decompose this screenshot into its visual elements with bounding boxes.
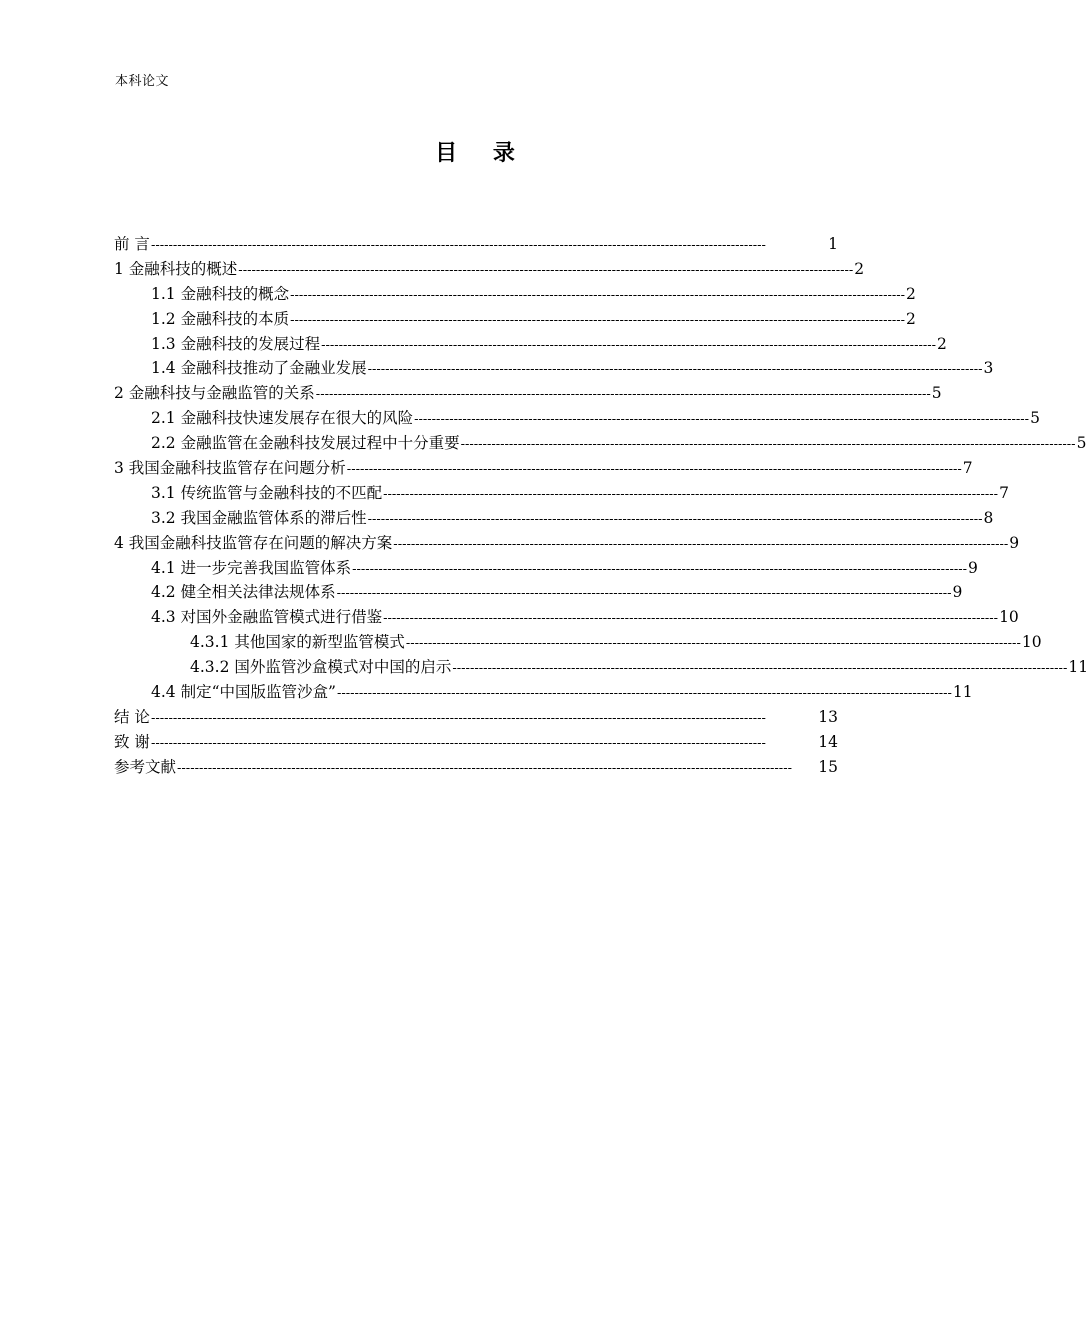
toc-leader: -------------------------------------------------------------------------------------------------------------------------------------------- (150, 710, 766, 726)
toc-entry-label: 4.4 制定“中国版监管沙盒” (151, 683, 336, 702)
toc-entry-label: 致 谢 (114, 732, 150, 751)
toc-page-number: 5 (931, 384, 942, 403)
toc-entry[interactable] (114, 481, 1009, 506)
toc-page-number: 15 (818, 757, 838, 776)
page-header: 本科论文 (115, 74, 170, 89)
toc-entry-label: 2.2 金融监管在金融科技发展过程中十分重要 (151, 434, 460, 453)
toc-entry[interactable] (114, 406, 1040, 431)
toc-entry-label: 4.3 对国外金融监管模式进行借鉴 (151, 608, 383, 627)
toc-entry[interactable] (114, 580, 963, 605)
page-title: 目 录 (435, 140, 529, 166)
toc-entry-label: 1.1 金融科技的概念 (151, 284, 290, 303)
toc-entry[interactable] (114, 257, 865, 282)
toc-page-number: 9 (1009, 533, 1020, 552)
toc-entry-label: 3.1 传统监管与金融科技的不匹配 (151, 483, 383, 502)
toc-leader: -------------------------------------------------------------------------------------------------------------------------------------------- (290, 312, 906, 328)
toc-page-number: 9 (968, 558, 978, 577)
toc-entry[interactable] (114, 356, 994, 381)
toc-entry[interactable] (114, 531, 1020, 556)
toc-leader: -------------------------------------------------------------------------------------------------------------------------------------------- (177, 760, 792, 776)
toc-entry[interactable] (114, 680, 973, 705)
toc-leader: -------------------------------------------------------------------------------------------------------------------------------------------- (405, 636, 1021, 652)
toc-page-number: 14 (818, 732, 838, 751)
toc-leader: -------------------------------------------------------------------------------------------------------------------------------------------- (346, 462, 962, 478)
toc-entry[interactable] (114, 431, 1087, 456)
toc-entry[interactable] (114, 506, 994, 531)
toc-entry-label: 4.3.2 国外监管沙盒模式对中国的启示 (190, 658, 452, 677)
toc-entry-label: 1 金融科技的概述 (114, 259, 238, 278)
toc-page-number: 2 (937, 334, 947, 353)
toc-leader: -------------------------------------------------------------------------------------------------------------------------------------------- (452, 661, 1068, 677)
toc-page-number: 5 (1030, 409, 1040, 428)
toc-leader: -------------------------------------------------------------------------------------------------------------------------------------------- (336, 586, 952, 602)
toc-entry-label: 2.1 金融科技快速发展存在很大的风险 (151, 409, 414, 428)
toc-entry-label: 4.1 进一步完善我国监管体系 (151, 558, 352, 577)
toc-entry[interactable] (114, 705, 838, 730)
toc-page-number: 7 (962, 459, 973, 478)
toc-leader: -------------------------------------------------------------------------------------------------------------------------------------------- (150, 735, 766, 751)
toc-entry[interactable] (114, 730, 838, 755)
toc-entry[interactable] (114, 755, 838, 780)
toc-leader: -------------------------------------------------------------------------------------------------------------------------------------------- (352, 561, 968, 577)
toc-entry[interactable] (114, 456, 973, 481)
toc-leader: -------------------------------------------------------------------------------------------------------------------------------------------- (393, 536, 1009, 552)
toc-leader: -------------------------------------------------------------------------------------------------------------------------------------------- (238, 262, 854, 278)
toc-leader: -------------------------------------------------------------------------------------------------------------------------------------------- (367, 362, 983, 378)
toc-page-number: 8 (983, 508, 994, 527)
toc-entry[interactable] (114, 232, 838, 257)
toc-leader: -------------------------------------------------------------------------------------------------------------------------------------------- (336, 686, 952, 702)
toc-entry[interactable] (114, 655, 1088, 680)
toc-entry-label: 4 我国金融科技监管存在问题的解决方案 (114, 533, 393, 552)
toc-entry-label: 2 金融科技与金融监管的关系 (114, 384, 315, 403)
toc-entry[interactable] (114, 381, 942, 406)
toc-entry-label: 4.3.1 其他国家的新型监管模式 (190, 633, 405, 652)
toc-page-number: 10 (999, 608, 1019, 627)
toc-page-number: 1 (828, 235, 838, 253)
toc-entry-label: 1.3 金融科技的发展过程 (151, 334, 321, 353)
toc-entry-label: 3.2 我国金融监管体系的滞后性 (151, 508, 367, 527)
toc-page-number: 5 (1076, 434, 1087, 453)
toc-entry-label: 结 论 (114, 707, 150, 726)
toc-leader: -------------------------------------------------------------------------------------------------------------------------------------------- (383, 486, 999, 502)
toc-page-number: 2 (854, 259, 865, 278)
toc-page-number: 11 (952, 683, 973, 702)
toc-leader: -------------------------------------------------------------------------------------------------------------------------------------------- (460, 437, 1076, 453)
table-of-contents (114, 232, 1088, 780)
toc-page-number: 10 (1021, 633, 1042, 652)
toc-page-number: 9 (952, 583, 963, 602)
toc-page-number: 13 (818, 707, 838, 726)
toc-leader: -------------------------------------------------------------------------------------------------------------------------------------------- (383, 611, 999, 627)
toc-entry-label: 前 言 (114, 235, 150, 253)
toc-entry[interactable] (114, 605, 1019, 630)
toc-leader: -------------------------------------------------------------------------------------------------------------------------------------------- (367, 511, 983, 527)
toc-leader: -------------------------------------------------------------------------------------------------------------------------------------------- (315, 387, 931, 403)
toc-entry-label: 3 我国金融科技监管存在问题分析 (114, 459, 346, 478)
toc-page-number: 2 (906, 284, 916, 303)
toc-entry[interactable] (114, 282, 916, 307)
toc-entry-label: 4.2 健全相关法律法规体系 (151, 583, 336, 602)
toc-entry-label: 参考文献 (114, 757, 177, 776)
toc-leader: -------------------------------------------------------------------------------------------------------------------------------------------- (414, 412, 1030, 428)
toc-entry[interactable] (114, 307, 916, 332)
toc-leader: -------------------------------------------------------------------------------------------------------------------------------------------- (321, 337, 937, 353)
toc-entry-label: 1.4 金融科技推动了金融业发展 (151, 359, 367, 378)
toc-leader: -------------------------------------------------------------------------------------------------------------------------------------------- (290, 287, 906, 303)
toc-leader: -------------------------------------------------------------------------------------------------------------------------------------------- (150, 238, 766, 253)
toc-entry[interactable] (114, 332, 947, 357)
toc-page-number: 3 (983, 359, 994, 378)
toc-page-number: 11 (1068, 658, 1088, 677)
toc-page-number: 2 (906, 309, 916, 328)
toc-entry[interactable] (114, 556, 978, 581)
toc-page-number: 7 (999, 483, 1009, 502)
toc-entry-label: 1.2 金融科技的本质 (151, 309, 290, 328)
toc-entry[interactable] (114, 630, 1042, 655)
